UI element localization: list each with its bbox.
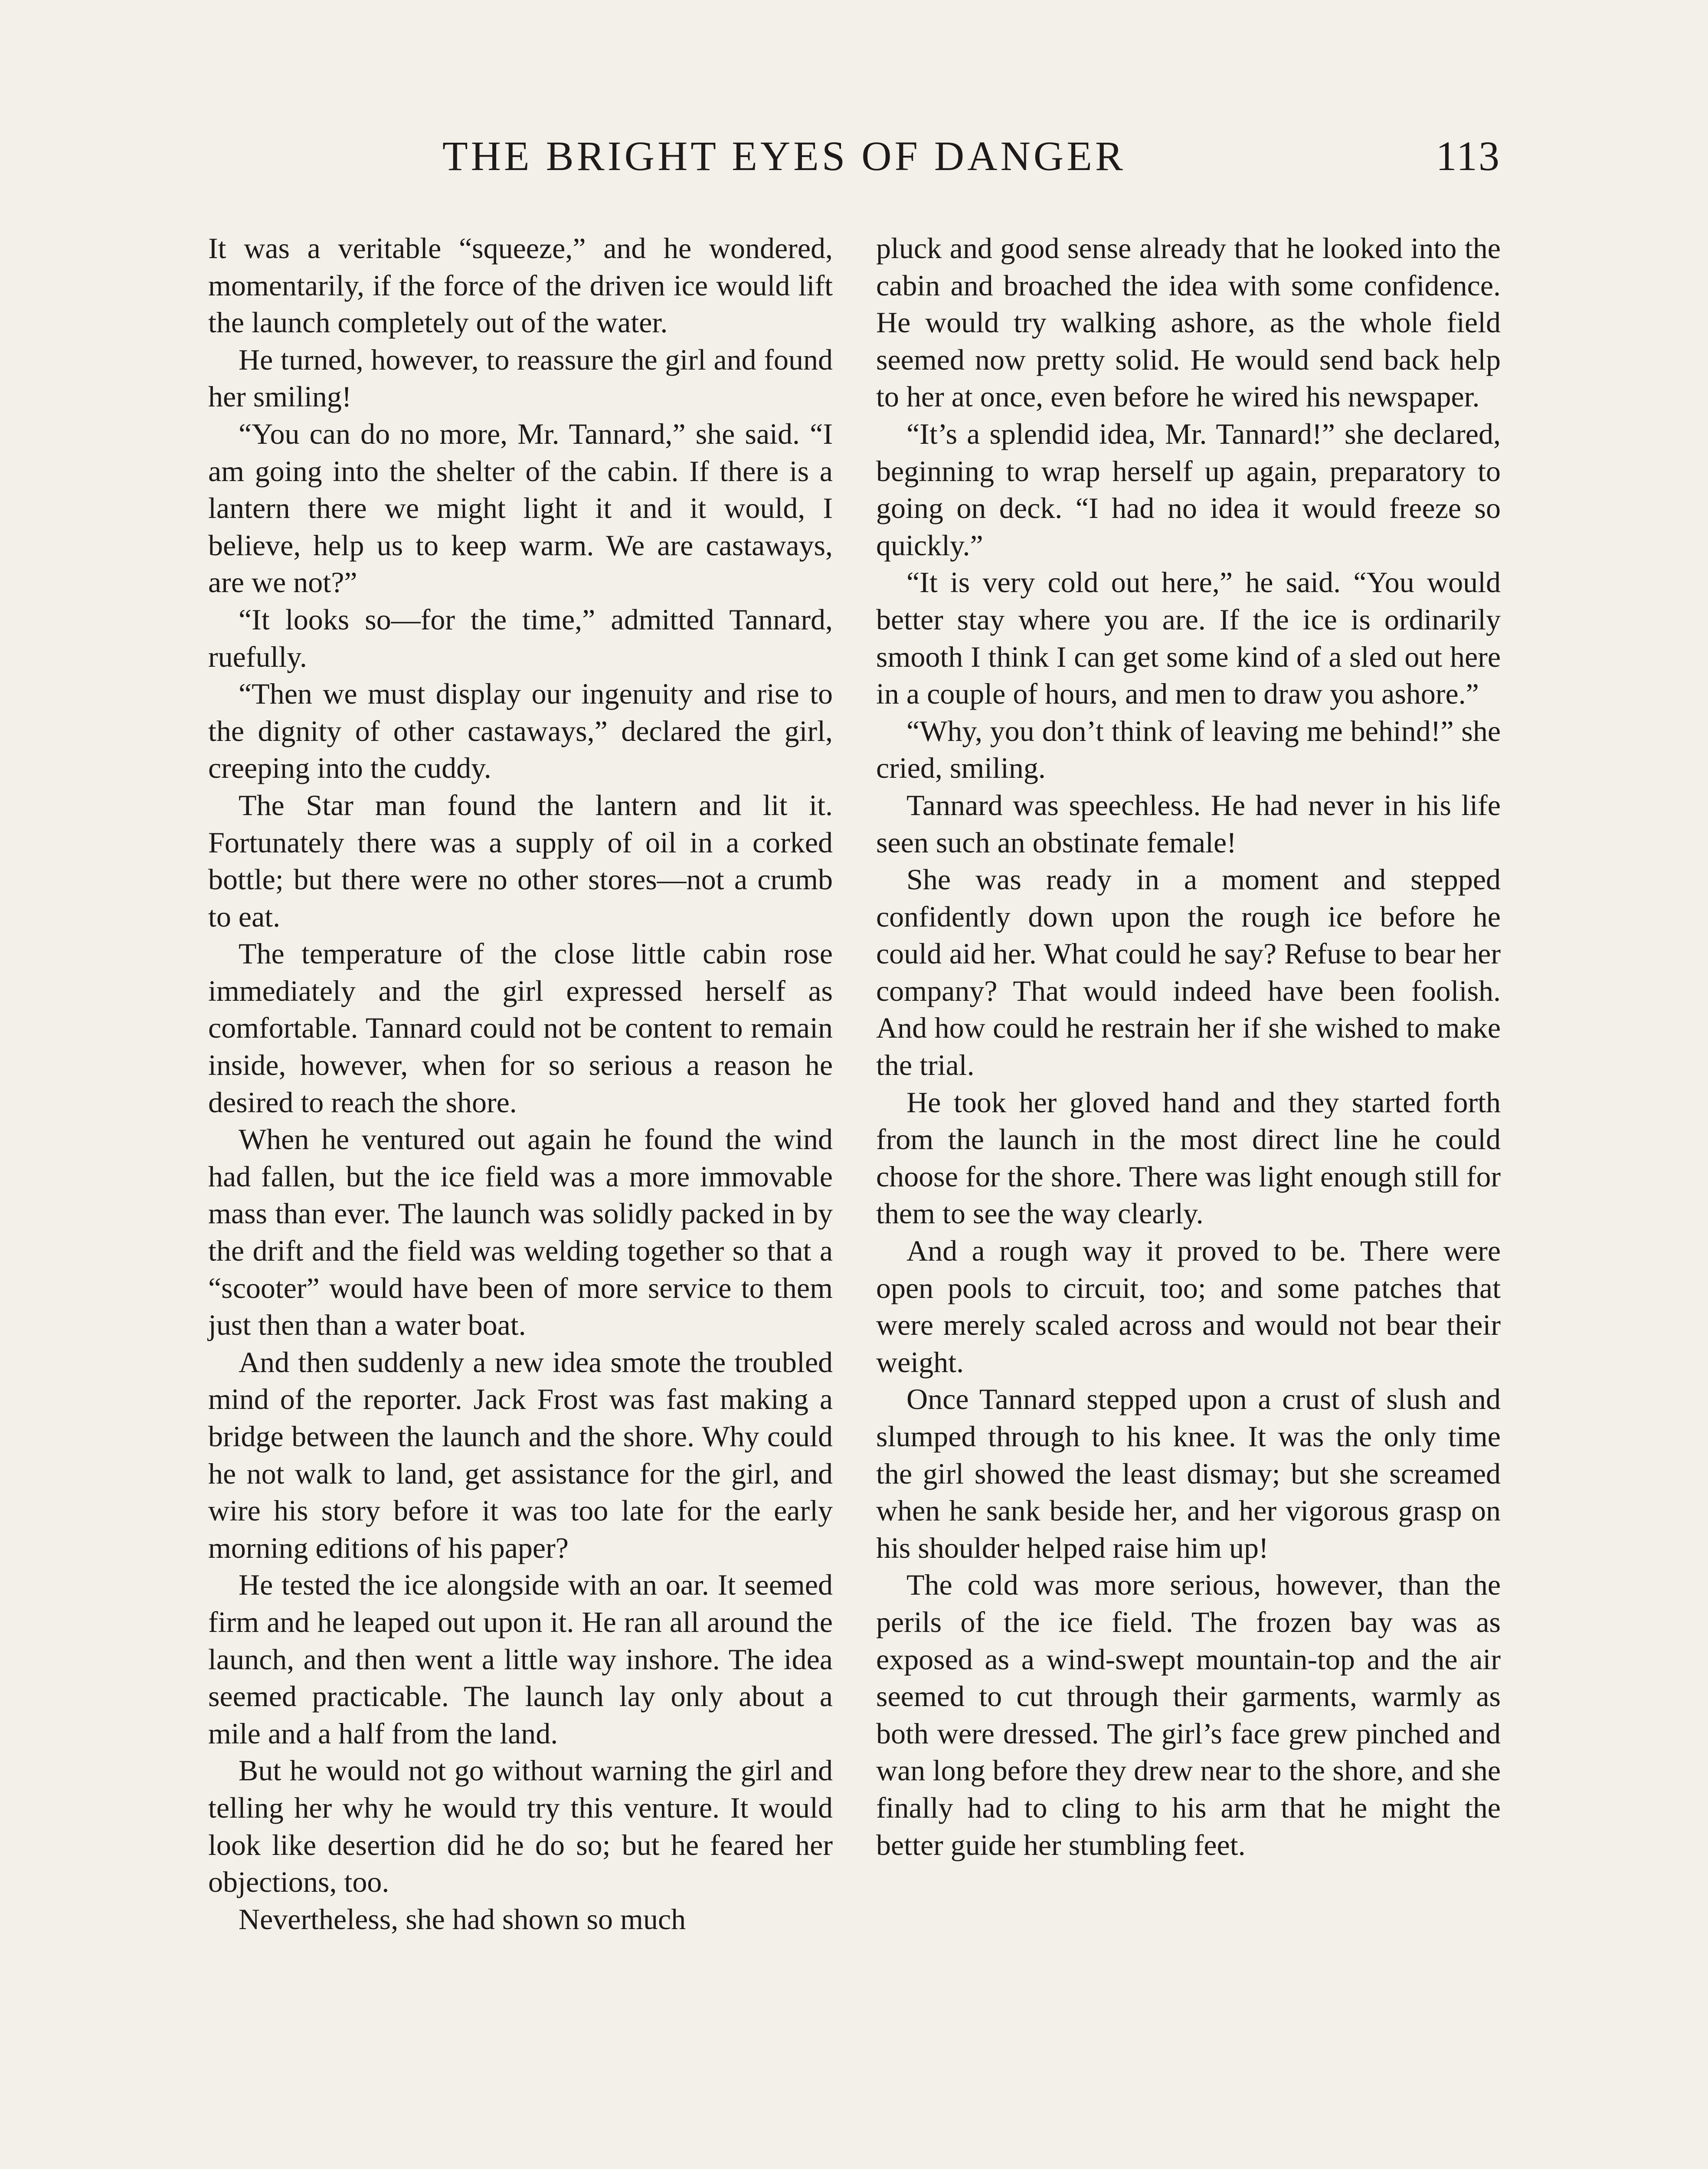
paragraph: Nevertheless, she had shown so much: [239, 1902, 686, 1936]
paragraph: “It looks so—for the time,” admitted Tannard, ruefully.: [208, 603, 833, 673]
paragraph: “Then we must display our ingenuity and rise to the dignity of other castaways,” declared the girl, creeping into the cuddy.: [208, 677, 833, 785]
paragraph: The Star man found the lantern and lit it. Fortunately there was a supply of oil in a corked bottle; but there were no other stores—not a crumb to eat.: [208, 788, 833, 933]
paragraph: “It is very cold out here,” he said. “You would better stay where you are. If the ice is ordinarily smooth I think I can get some kind of a sled out here in a couple of hours, and men to draw you ashore.”: [876, 566, 1501, 711]
paragraph: When he ventured out again he found the wind had fallen, but the ice field was a more immovable mass than ever. The launch was solidly packed in by the drift and the field was welding together so that a “scooter” would have been of more service to them just then than a water boat.: [208, 1123, 833, 1342]
paragraph: It was a veritable “squeeze,” and he wondered, momentarily, if the force of the driven ice would lift the launch completely out of the water.: [208, 232, 833, 339]
paragraph: pluck and good sense already that he looked into the cabin and broached the idea with some confidence. He would try walking ashore, as the whole field seemed now pretty solid. He would send back help to her at once, even before he wired his newspaper.: [876, 232, 1501, 413]
paragraph: And then suddenly a new idea smote the troubled mind of the reporter. Jack Frost was fast making a bridge between the launch and the shore. Why could he not walk to land, get assistance for the girl, and wire his story before it was too late for the early morning editions of his paper?: [208, 1345, 833, 1564]
left-column: [208, 230, 833, 1938]
running-head: [208, 130, 1501, 191]
paragraph: And a rough way it proved to be. There were open pools to circuit, too; and some patches that were merely scaled across and would not bear their weight.: [876, 1234, 1501, 1379]
paragraph: She was ready in a moment and stepped confidently down upon the rough ice before he could aid her. What could he say? Refuse to bear her company? That would indeed have been foolish. And how could he restrain her if she wished to make the trial.: [876, 863, 1501, 1082]
paragraph: “Why, you don’t think of leaving me behind!” she cried, smiling.: [876, 714, 1501, 785]
running-title: THE BRIGHT EYES OF DANGER: [442, 133, 1126, 179]
paragraph: He turned, however, to reassure the girl and found her smiling!: [208, 343, 833, 413]
right-column: [876, 230, 1501, 1864]
paragraph: He tested the ice alongside with an oar. It seemed firm and he leaped out upon it. He ran all around the launch, and then went a little way inshore. The idea seemed practicable. The launch lay only about a mile and a half from the land.: [208, 1568, 833, 1750]
paragraph: “You can do no more, Mr. Tannard,” she said. “I am going into the shelter of the cabin. If there is a lantern there we might light it and it would, I believe, help us to keep warm. We are castaways, are we not?”: [208, 417, 833, 599]
page-number: 113: [1436, 133, 1501, 179]
paragraph: Once Tannard stepped upon a crust of slush and slumped through to his knee. It was the only time the girl showed the least dismay; but she screamed when he sank beside her, and her vigorous grasp on his shoulder helped raise him up!: [876, 1383, 1501, 1564]
paragraph: Tannard was speechless. He had never in his life seen such an obstinate female!: [876, 788, 1501, 859]
paragraph: But he would not go without warning the girl and telling her why he would try this venture. It would look like desertion did he do so; but he feared her objections, too.: [208, 1754, 833, 1899]
paragraph: “It’s a splendid idea, Mr. Tannard!” she declared, beginning to wrap herself up again, preparatory to going on deck. “I had no idea it would freeze so quickly.”: [876, 417, 1501, 562]
paragraph: The temperature of the close little cabin rose immediately and the girl expressed herself as comfortable. Tannard could not be content to remain inside, however, when for so serious a reason he desired to reach the shore.: [208, 937, 833, 1119]
paragraph: He took her gloved hand and they started forth from the launch in the most direct line he could choose for the shore. There was light enough still for them to see the way clearly.: [876, 1085, 1501, 1230]
paragraph: The cold was more serious, however, than the perils of the ice field. The frozen bay was as exposed as a wind-swept mountain-top and the air seemed to cut through their garments, warmly as both were dressed. The girl’s face grew pinched and wan long before they drew near to the shore, and she finally had to cling to his arm that he might the better guide her stumbling feet.: [876, 1568, 1501, 1861]
